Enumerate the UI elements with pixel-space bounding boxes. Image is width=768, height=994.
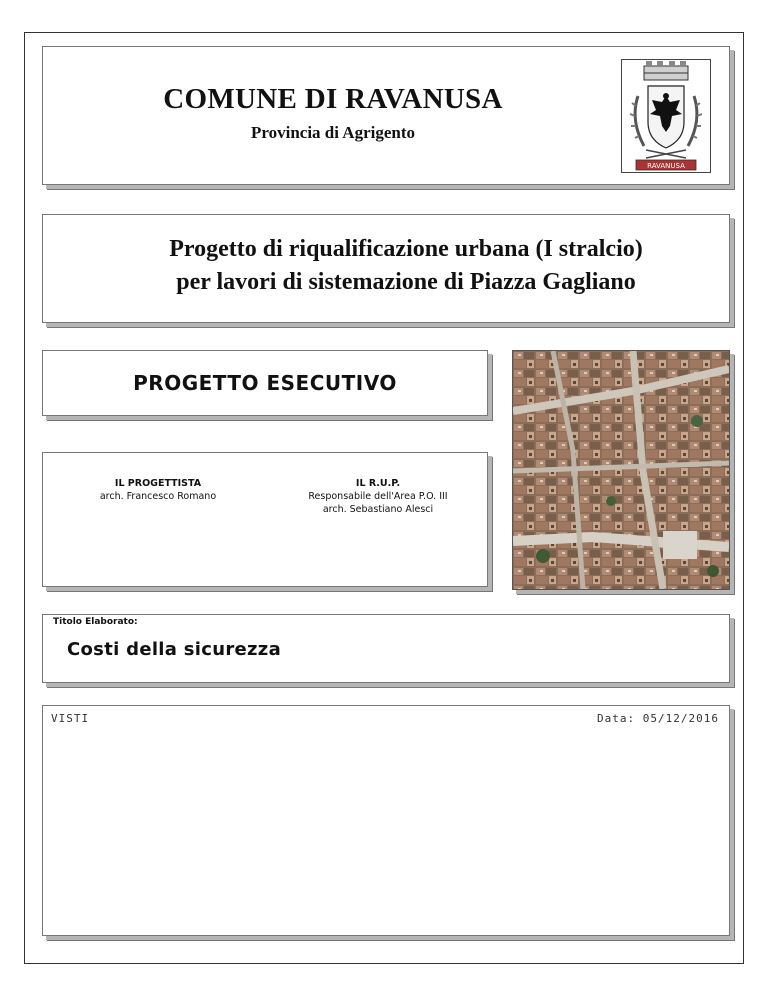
drawing-title-box: [42, 614, 730, 683]
project-box: [42, 214, 730, 323]
designer-role: IL PROGETTISTA: [114, 478, 202, 489]
aerial-photo: [512, 350, 730, 590]
rup-name: arch. Sebastiano Alesci: [322, 504, 434, 515]
municipal-crest-icon: [621, 59, 711, 173]
aerial-photo-image: [513, 351, 729, 589]
municipality-name: COMUNE DI RAVANUSA: [163, 83, 503, 115]
rup-signature: [283, 477, 473, 516]
phase-label: PROGETTO ESECUTIVO: [133, 371, 397, 395]
designer-name: arch. Francesco Romano: [99, 491, 217, 502]
approvals-box: [42, 705, 730, 936]
project-title: [83, 233, 729, 299]
header-box: [42, 46, 730, 185]
crest-banner-text: RAVANUSA: [647, 162, 685, 170]
drawing-title-caption: Titolo Elaborato:: [53, 617, 138, 627]
province-name: Provincia di Agrigento: [250, 123, 415, 142]
project-title-line1: Progetto di riqualificazione urbana (I stralcio): [169, 236, 643, 262]
designer-signature: [73, 477, 243, 503]
visti-label: VISTI: [51, 712, 90, 725]
rup-office: Responsabile dell'Area P.O. III: [308, 491, 448, 502]
project-title-line2: per lavori di sistemazione di Piazza Gagliano: [176, 269, 636, 295]
date-field: Data: 05/12/2016: [597, 712, 719, 725]
signature-box: [42, 452, 488, 587]
phase-box: [42, 350, 488, 416]
drawing-title: Costi della sicurezza: [67, 639, 282, 660]
rup-role: IL R.U.P.: [355, 478, 401, 489]
